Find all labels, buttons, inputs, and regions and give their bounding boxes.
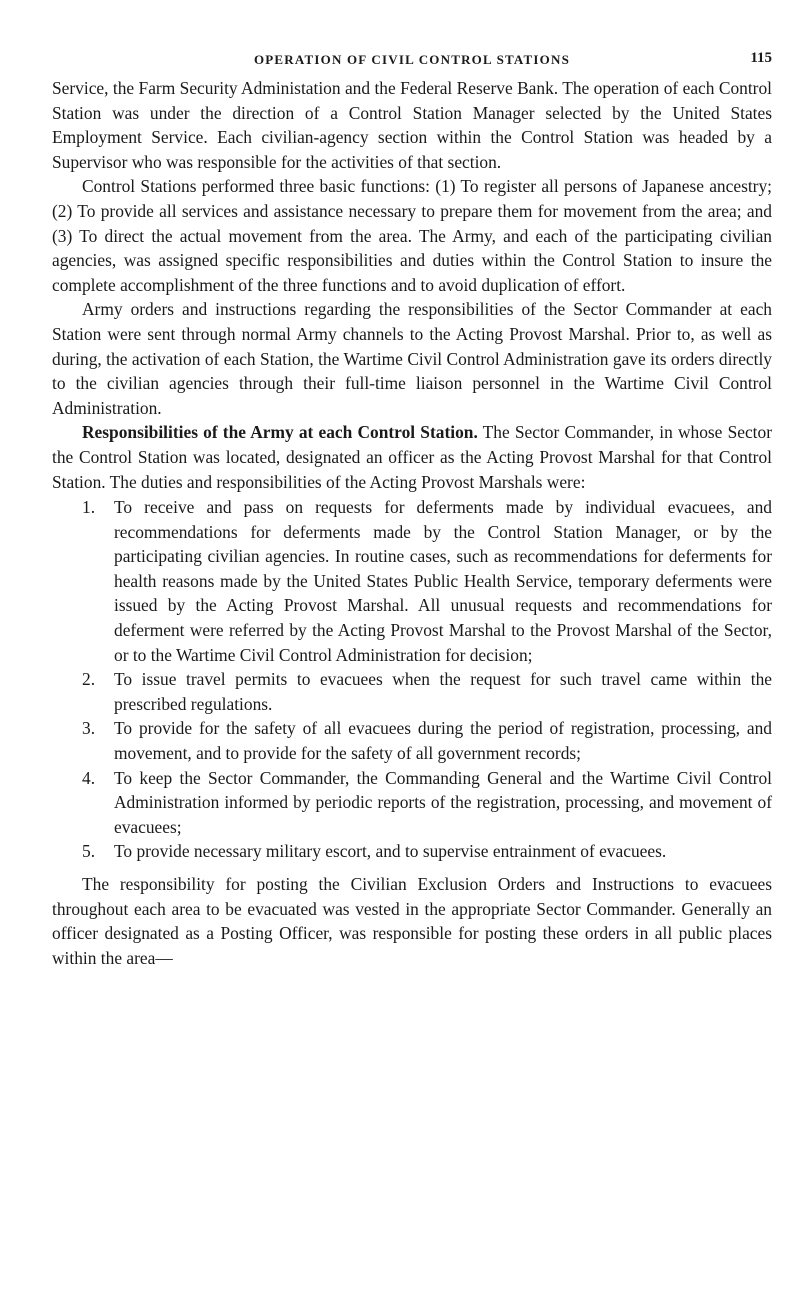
list-item-text: To provide necessary military escort, and to supervise entrainment of evacuees. bbox=[114, 841, 667, 862]
list-item-number: 3. bbox=[82, 718, 96, 739]
running-title: OPERATION OF CIVIL CONTROL STATIONS bbox=[253, 52, 570, 67]
paragraph-3: Army orders and instructions regarding the responsibilities of the Sector Commander at each Station were sent through normal Army channels to the Acting Provost Marshal. Prior to, as well as during, the activation of each Station, the Wartime Civil Control Administration gave its orders directly to the civilian agencies through their full-time liaison personnel in the Wartime Civil Control Administration. bbox=[52, 299, 772, 418]
list-item-text: To keep the Sector Commander, the Commanding General and the Wartime Civil Control Administration informed by periodic reports of the registration, processing, and movement of evacuees; bbox=[114, 767, 772, 837]
list-item bbox=[52, 495, 772, 667]
book-page bbox=[52, 48, 772, 970]
list-item-text: To issue travel permits to evacuees when the request for such travel came within the prescribed regulations. bbox=[114, 669, 772, 714]
list-item-number: 5. bbox=[82, 841, 96, 862]
running-header bbox=[52, 48, 772, 76]
paragraph-5: The responsibility for posting the Civilian Exclusion Orders and Instructions to evacuees throughout each area to be evacuated was vested in the appropriate Sector Commander. Generally an officer designated as a Posting Officer, was responsible for posting these orders in all public places within the area— bbox=[52, 874, 772, 968]
list-item-text: To receive and pass on requests for deferments made by individual evacuees, and recommendations for deferments made by the Control Station Manager, or by the participating civilian agencies. In routine cases, such as recommendations for deferments for health reasons made by the United States Public Health Service, temporary deferments were issued by the Acting Provost Marshal. All unusual requests and recommendations for deferment were referred by the Acting Provost Marshal to the Provost Marshal of the Sector, or to the Wartime Civil Control Administration for decision; bbox=[114, 497, 772, 665]
list-item-text: To provide for the safety of all evacuees during the period of registration, processing, and movement, and to provide for the safety of all government records; bbox=[114, 718, 772, 764]
list-item-number: 1. bbox=[82, 497, 96, 518]
list-item-number: 2. bbox=[82, 669, 96, 690]
page-number: 115 bbox=[750, 50, 772, 66]
duties-list bbox=[52, 495, 772, 864]
paragraph-1: Service, the Farm Security Administation and the Federal Reserve Bank. The operation of each Control Station was under the direction of a Control Station Manager selected by the United States Employment Service. Each civilian-agency section within the Control Station was headed by a Supervisor who was responsible for the activities of that section. bbox=[52, 78, 772, 172]
list-item bbox=[52, 667, 772, 716]
list-item bbox=[52, 766, 772, 840]
list-item bbox=[52, 839, 772, 864]
list-item bbox=[52, 716, 772, 765]
section-heading: Responsibilities of the Army at each Control Station. bbox=[82, 422, 478, 443]
paragraph-4 bbox=[52, 420, 772, 494]
paragraph-4-text: The Sector Commander, in whose Sector the Control Station was located, designated an officer as the Acting Provost Marshal for that Control Station. The duties and responsibilities of the Acting Provost Marshals were: bbox=[52, 422, 773, 492]
list-item-number: 4. bbox=[82, 767, 96, 788]
paragraph-2: Control Stations performed three basic functions: (1) To register all persons of Japanese ancestry; (2) To provide all services and assistance necessary to prepare them for movement from the area; and (3) To direct the actual movement from the area. The Army, and each of the participating civilian agencies, was assigned specific responsibilities and duties within the Control Station to insure the complete accomplishment of the three functions and to avoid duplication of effort. bbox=[52, 176, 772, 295]
